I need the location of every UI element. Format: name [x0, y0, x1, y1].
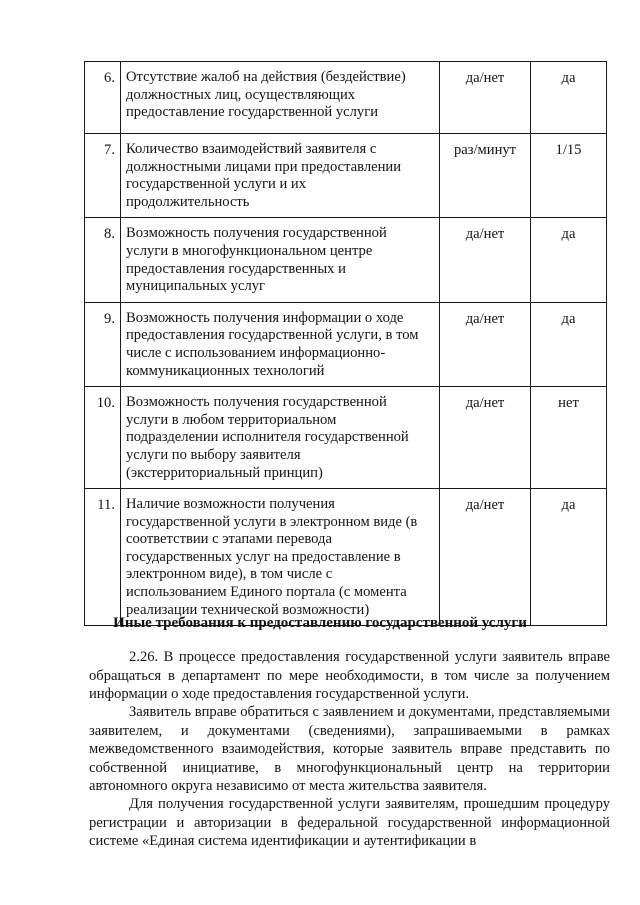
row-value: 1/15 — [531, 134, 607, 218]
table-row — [85, 387, 607, 489]
row-value: да — [531, 489, 607, 626]
row-value: да — [531, 62, 607, 134]
table-row — [85, 62, 607, 134]
row-number: 9. — [85, 302, 121, 386]
row-number: 6. — [85, 62, 121, 134]
paragraph-esia-registration: Для получения государственной услуги заявителям, прошедшим процедуру регистрации и авторизации в федеральной государственной информационной системе «Единая система идентификации и аутентификации в — [89, 796, 610, 849]
row-description: Возможность получения информации о ходе предоставления государственной услуги, в том числе с использованием информационно-коммуникационных технологий — [121, 302, 440, 386]
quality-indicators-table — [84, 61, 607, 626]
row-number: 8. — [85, 218, 121, 302]
row-unit: да/нет — [440, 387, 531, 489]
row-description: Возможность получения государственной услуги в многофункциональном центре предоставления государственных и муниципальных услуг — [121, 218, 440, 302]
row-unit: да/нет — [440, 62, 531, 134]
row-value: нет — [531, 387, 607, 489]
row-description: Отсутствие жалоб на действия (бездействие) должностных лиц, осуществляющих предоставление государственной услуги — [121, 62, 440, 134]
row-unit: раз/минут — [440, 134, 531, 218]
row-number: 10. — [85, 387, 121, 489]
table-row — [85, 302, 607, 386]
table-row — [85, 134, 607, 218]
paragraph-2-26: 2.26. В процессе предоставления государственной услуги заявитель вправе обращаться в департамент по мере необходимости, в том числе за получением информации о ходе предоставления государственной услуги. — [89, 649, 610, 702]
row-number: 11. — [85, 489, 121, 626]
row-description: Наличие возможности получения государственной услуги в электронном виде (в соответствии с этапами перевода государственных услуг на предоставление в электронном виде), в том числе с использованием Единого портала (с момента реализации технической возможности) — [121, 489, 440, 626]
row-unit: да/нет — [440, 218, 531, 302]
table-row — [85, 218, 607, 302]
row-unit: да/нет — [440, 489, 531, 626]
table-row — [85, 489, 607, 626]
row-description: Возможность получения государственной услуги в любом территориальном подразделении исполнителя государственной услуги по выбору заявителя (экстерриториальный принцип) — [121, 387, 440, 489]
row-value: да — [531, 218, 607, 302]
paragraph-applicant-rights: Заявитель вправе обратиться с заявлением и документами, представляемыми заявителем, и документами (сведениями), запрашиваемыми в рамках межведомственного взаимодействия, которые заявитель вправе представить по собственной инициативе, в многофункциональный центр на территории автономного округа независимо от места жительства заявителя. — [89, 704, 610, 794]
row-number: 7. — [85, 134, 121, 218]
row-unit: да/нет — [440, 302, 531, 386]
row-value: да — [531, 302, 607, 386]
section-heading: Иные требования к предоставлению государственной услуги — [113, 615, 527, 631]
row-description: Количество взаимодействий заявителя с должностными лицами при предоставлении государственной услуги и их продолжительность — [121, 134, 440, 218]
